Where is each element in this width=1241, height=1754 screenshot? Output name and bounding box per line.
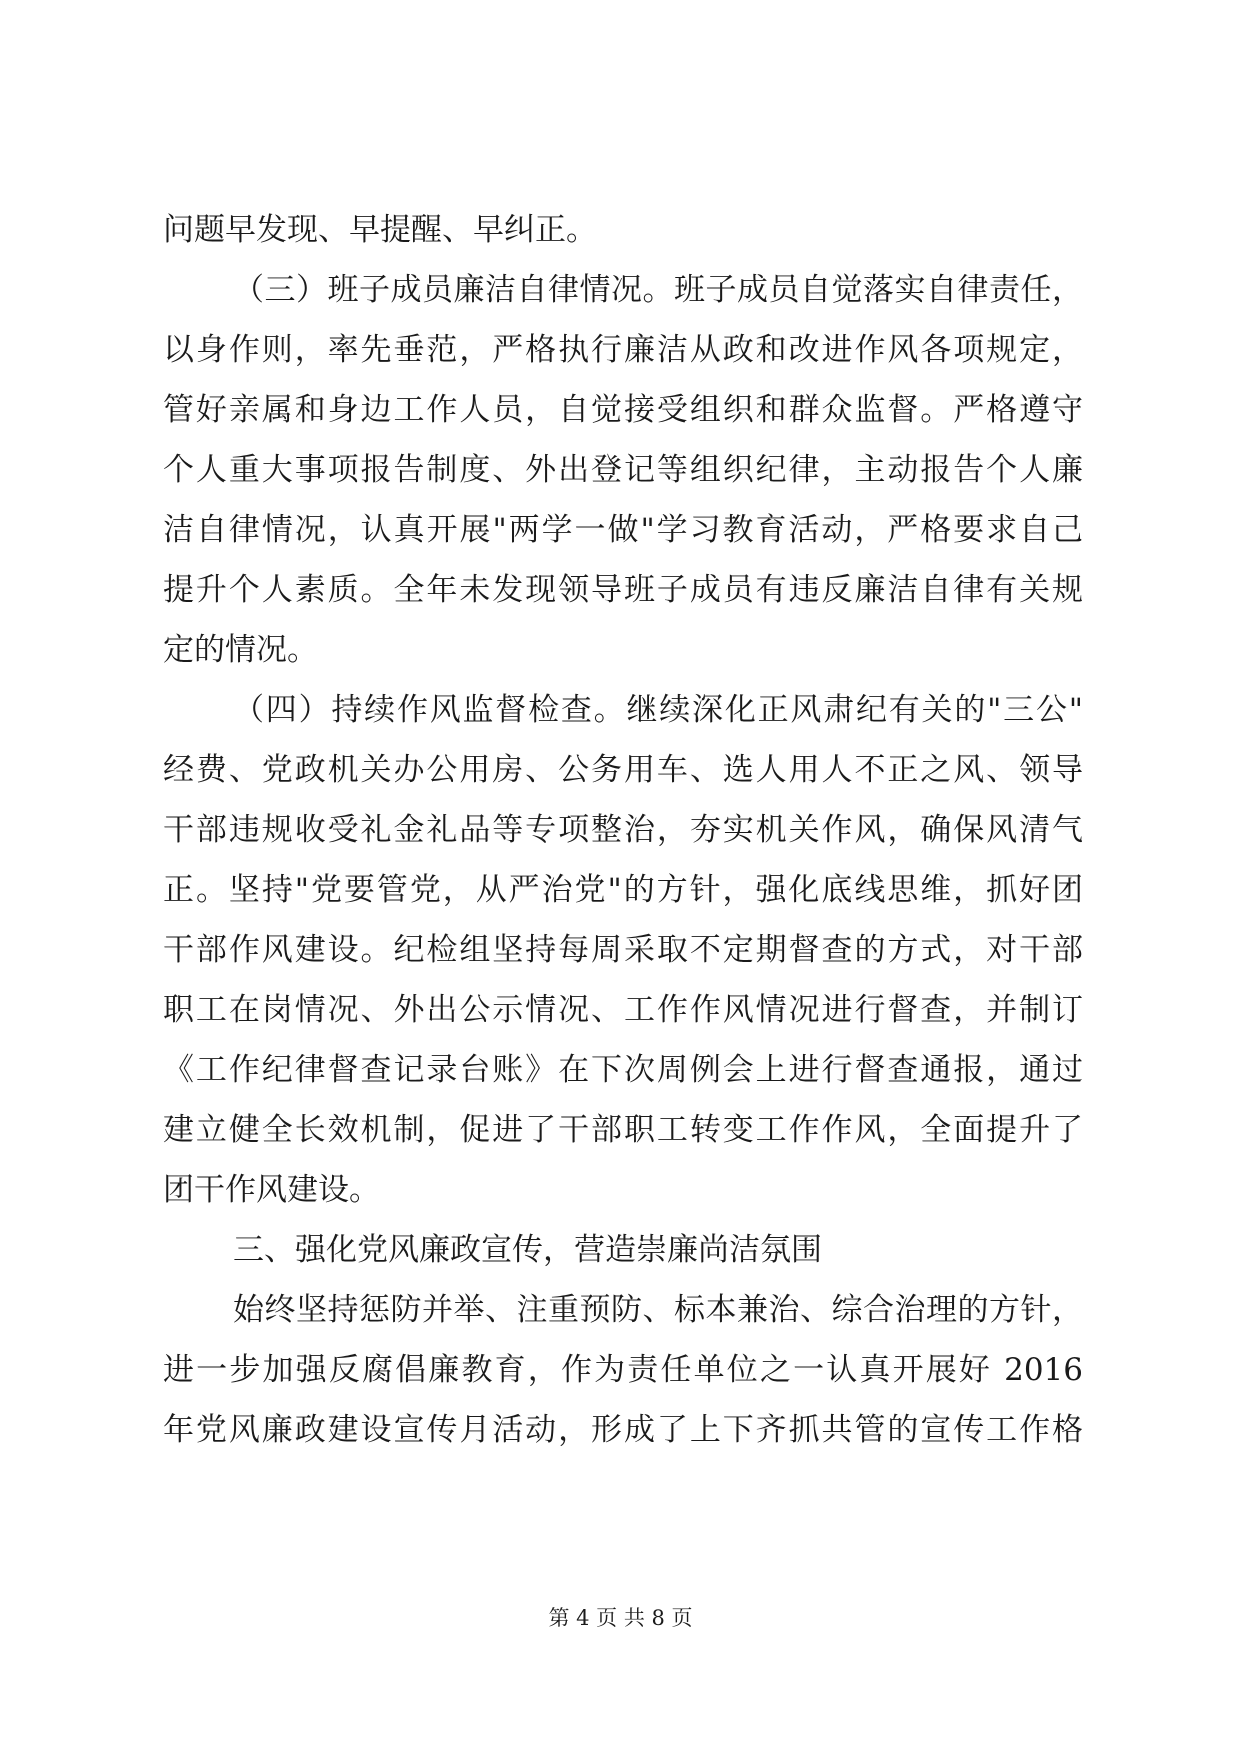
page-number-footer: 第 4 页 共 8 页 bbox=[548, 1606, 693, 1630]
paragraph-line: 进一步加强反腐倡廉教育，作为责任单位之一认真开展好 2016 bbox=[163, 1352, 1083, 1388]
paragraph-line: 年党风廉政建设宣传月活动，形成了上下齐抓共管的宣传工作格 bbox=[163, 1412, 1083, 1448]
paragraph-line: 始终坚持惩防并举、注重预防、标本兼治、综合治理的方针， bbox=[233, 1292, 1083, 1328]
paragraph-line: 团干作风建设。 bbox=[163, 1172, 380, 1208]
paragraph-line: 管好亲属和身边工作人员，自觉接受组织和群众监督。严格遵守 bbox=[163, 392, 1083, 428]
paragraph-line: 问题早发现、早提醒、早纠正。 bbox=[163, 212, 597, 248]
paragraph-line: （三）班子成员廉洁自律情况。班子成员自觉落实自律责任， bbox=[233, 272, 1083, 308]
paragraph-line: 以身作则，率先垂范，严格执行廉洁从政和改进作风各项规定， bbox=[163, 332, 1083, 368]
paragraph-line: 洁自律情况，认真开展"两学一做"学习教育活动，严格要求自己 bbox=[163, 512, 1083, 548]
paragraph-line: 职工在岗情况、外出公示情况、工作作风情况进行督查，并制订 bbox=[163, 992, 1083, 1028]
paragraph-line: 定的情况。 bbox=[163, 632, 318, 668]
paragraph-line: 干部违规收受礼金礼品等专项整治，夯实机关作风，确保风清气 bbox=[163, 812, 1083, 848]
paragraph-line: 提升个人素质。全年未发现领导班子成员有违反廉洁自律有关规 bbox=[163, 572, 1083, 608]
paragraph-line: （四）持续作风监督检查。继续深化正风肃纪有关的"三公" bbox=[233, 692, 1083, 728]
paragraph-line: 正。坚持"党要管党，从严治党"的方针，强化底线思维，抓好团 bbox=[163, 872, 1083, 908]
paragraph-line: 《工作纪律督查记录台账》在下次周例会上进行督查通报，通过 bbox=[163, 1052, 1083, 1088]
section-heading: 三、强化党风廉政宣传，营造崇廉尚洁氛围 bbox=[233, 1232, 822, 1268]
paragraph-line: 个人重大事项报告制度、外出登记等组织纪律，主动报告个人廉 bbox=[163, 452, 1083, 488]
paragraph-line: 经费、党政机关办公用房、公务用车、选人用人不正之风、领导 bbox=[163, 752, 1083, 788]
paragraph-line: 建立健全长效机制，促进了干部职工转变工作作风，全面提升了 bbox=[163, 1112, 1083, 1148]
paragraph-line: 干部作风建设。纪检组坚持每周采取不定期督查的方式，对干部 bbox=[163, 932, 1083, 968]
